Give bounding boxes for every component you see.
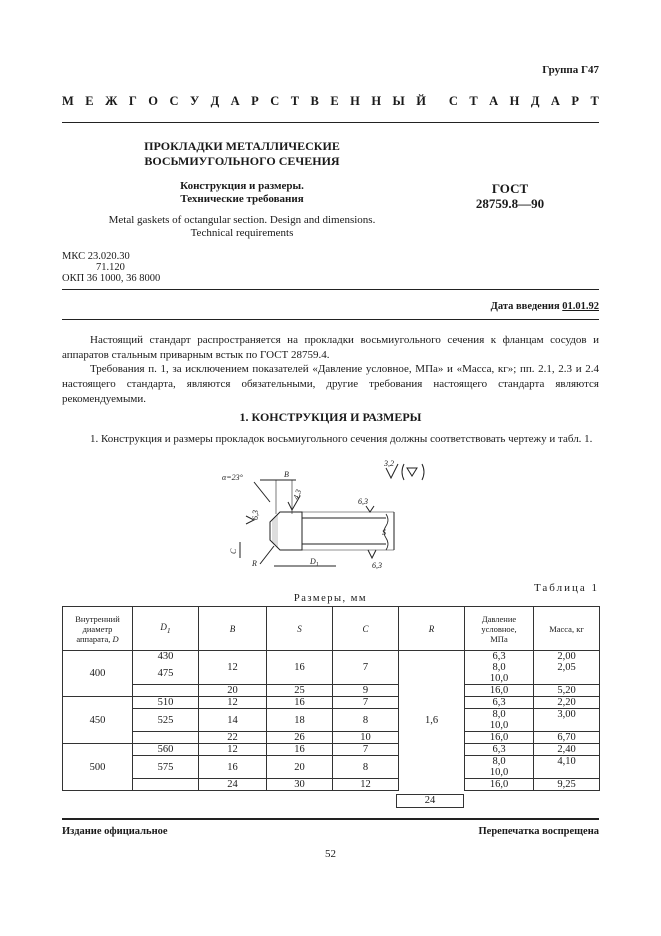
- group-label: Группа Г47: [542, 64, 599, 76]
- banner-letter: А: [230, 94, 240, 108]
- banner-letter: Н: [371, 94, 382, 108]
- cell-pressure: 8,0: [465, 756, 534, 768]
- mks-code: МКС 23.020.30: [62, 251, 130, 262]
- banner-letter: Й: [416, 94, 426, 108]
- banner-letter: Ы: [392, 94, 405, 108]
- cell-s: 20: [267, 756, 333, 779]
- cell-s: 25: [267, 685, 333, 697]
- section-heading: 1. КОНСТРУКЦИЯ И РАЗМЕРЫ: [239, 410, 422, 424]
- banner-letter: Р: [571, 94, 580, 108]
- cell-d1: 560: [133, 744, 199, 756]
- c-label: C: [229, 548, 238, 554]
- intro-date-value: 01.01.92: [562, 301, 599, 312]
- gost-designation: [440, 181, 580, 211]
- header-symbol: D: [160, 621, 167, 632]
- cell-d1: 525: [133, 709, 199, 732]
- banner-letter: Ж: [105, 94, 118, 108]
- banner-letter: Е: [330, 94, 339, 108]
- r-leader: [260, 546, 274, 564]
- r-label: R: [252, 559, 257, 568]
- cell-diameter: 500: [63, 744, 133, 791]
- gasket-section: [270, 512, 394, 550]
- cell-pressure: 16,0: [465, 732, 534, 744]
- header-symbol: D: [112, 633, 119, 644]
- classification-codes: [62, 251, 160, 284]
- subtitle-line: Технические требования: [180, 193, 304, 205]
- table-row: [63, 732, 600, 744]
- cell-pressure: 10,0: [465, 720, 534, 731]
- header-line: МПа: [490, 633, 508, 644]
- cell-c: 7: [333, 744, 399, 756]
- cell-s: 16: [267, 697, 333, 709]
- header-c: C: [333, 607, 399, 651]
- cell-mass: 2,05: [534, 662, 600, 685]
- roughness-value: 6,3: [251, 510, 260, 520]
- english-title-line: Metal gaskets of octangular section. Design and dimensions.: [108, 214, 376, 226]
- gasket-drawing: [218, 458, 438, 582]
- roughness-value: 3,2: [384, 459, 394, 468]
- dimensions-table: [62, 606, 600, 791]
- cell-b: 24: [199, 779, 267, 791]
- cell-c: 8: [333, 709, 399, 732]
- cell-c: 9: [333, 685, 399, 697]
- d1-label-sub: 1: [315, 562, 319, 568]
- cell-mass: 3,00: [534, 709, 600, 732]
- table-row: [63, 697, 600, 709]
- cell-b: 14: [199, 709, 267, 732]
- roughness-value: 6,3: [358, 497, 368, 506]
- table-row: [63, 744, 600, 756]
- cell-pressure: 16,0: [465, 685, 534, 697]
- footer-rule: [62, 818, 599, 820]
- table-row: [63, 756, 600, 768]
- cell-pressure: 6,3: [465, 744, 534, 756]
- banner-letter: А: [489, 94, 499, 108]
- header-pressure: [465, 607, 534, 651]
- cell-mass: 2,20: [534, 697, 600, 709]
- table-header-row: [63, 607, 600, 651]
- cell-s: 18: [267, 709, 333, 732]
- cell-c: 10: [333, 732, 399, 744]
- title-line: ПРОКЛАДКИ МЕТАЛЛИЧЕСКИЕ: [144, 139, 340, 153]
- banner-letter: Т: [590, 94, 599, 108]
- cell-s: 16: [267, 744, 333, 756]
- paragraph-design: 1. Конструкция и размеры прокладок восьмиугольного сечения должны соответствовать чертежу и табл. 1.: [90, 433, 593, 445]
- cell-diameter: 450: [63, 697, 133, 744]
- standard-banner: [62, 94, 599, 109]
- roughness-value: 4,3: [291, 488, 304, 501]
- document-title: [62, 139, 422, 169]
- header-d1: [133, 607, 199, 651]
- cell-mass: 2,40: [534, 744, 600, 756]
- cell-c: 8: [333, 756, 399, 779]
- roughness-value: 6,3: [372, 561, 382, 570]
- cell-d1-empty: [133, 779, 199, 791]
- header-line: [63, 634, 132, 644]
- roughness-small-icon: [407, 468, 417, 476]
- cell-mass: 2,00: [534, 651, 600, 663]
- cell-b: 20: [199, 685, 267, 697]
- paren-icon: [402, 464, 424, 480]
- table-subtitle: Размеры, мм: [293, 593, 368, 604]
- banner-letter: С: [448, 94, 458, 108]
- subtitle-line: Конструкция и размеры.: [180, 180, 304, 192]
- cell-d1-empty: [133, 732, 199, 744]
- banner-letter: С: [169, 94, 179, 108]
- banner-letter: В: [310, 94, 319, 108]
- cell-b: 12: [199, 651, 267, 685]
- cell-pressure: 8,0: [465, 709, 534, 721]
- roughness-mark-icon: [366, 506, 374, 512]
- table-row: [63, 685, 600, 697]
- introduction-date: [491, 301, 599, 312]
- table-row: [63, 709, 600, 721]
- cell-b: 12: [199, 744, 267, 756]
- table-caption: Таблица 1: [533, 582, 599, 594]
- cell-b: 22: [199, 732, 267, 744]
- english-title-line: Technical requirements: [190, 227, 294, 239]
- date-rule: [62, 319, 599, 320]
- d1-label-main: D: [310, 557, 316, 566]
- cell-d1: 575: [133, 756, 199, 779]
- paragraph-scope: Настоящий стандарт распространяется на прокладки восьмиугольного сечения к фланцам сосудов и аппаратов стальным приварным встык по ГОСТ 28759.4.: [62, 334, 599, 361]
- header-line: Давление: [481, 613, 517, 624]
- cell-d1-empty: [133, 685, 199, 697]
- codes-rule: [62, 289, 599, 290]
- cell-b: 12: [199, 697, 267, 709]
- cell-d1: 475: [133, 662, 199, 685]
- header-mass: Масса, кг: [534, 607, 600, 651]
- cell-mass: 9,25: [534, 779, 600, 791]
- header-diameter: [63, 607, 133, 651]
- table-row: [63, 779, 600, 791]
- page-number: 52: [325, 848, 336, 860]
- banner-letter: А: [550, 94, 560, 108]
- cell-d1: 510: [133, 697, 199, 709]
- banner-letter: Н: [350, 94, 360, 108]
- banner-letter: Р: [251, 94, 259, 108]
- mks-code: 71.120: [96, 262, 125, 273]
- banner-letter: Т: [290, 94, 300, 108]
- table-row: [63, 651, 600, 663]
- cell-mass: 6,70: [534, 732, 600, 744]
- header-b: B: [199, 607, 267, 651]
- cell-c: 12: [333, 779, 399, 791]
- footer-reprint: Перепечатка воспрещена: [478, 826, 599, 837]
- header-text: аппарата,: [76, 633, 111, 644]
- cell-s: 26: [267, 732, 333, 744]
- header-line: Внутренний: [75, 613, 120, 624]
- cell-r: 24: [396, 794, 464, 808]
- okp-code: ОКП 36 1000, 36 8000: [62, 273, 161, 284]
- banner-letter: Д: [530, 94, 540, 108]
- cell-r-merged: 1,6: [399, 651, 465, 791]
- english-title: [62, 214, 422, 240]
- footer-official: Издание официальное: [62, 826, 168, 837]
- cell-s: 16: [267, 651, 333, 685]
- title-line: ВОСЬМИУГОЛЬНОГО СЕЧЕНИЯ: [144, 154, 340, 168]
- header-r: R: [399, 607, 465, 651]
- banner-letter: У: [189, 94, 200, 108]
- cell-pressure: 6,3: [465, 651, 534, 663]
- angle-label: α=23°: [222, 473, 243, 482]
- cell-c: 7: [333, 651, 399, 685]
- header-line: диаметр: [82, 623, 113, 634]
- banner-letter: Е: [85, 94, 94, 108]
- banner-letter: Т: [469, 94, 478, 108]
- intro-date-label: Дата введения: [490, 301, 560, 312]
- document-subtitle: [62, 180, 422, 206]
- cell-diameter: 400: [63, 651, 133, 697]
- cell-c: 7: [333, 697, 399, 709]
- banner-letter: О: [148, 94, 159, 108]
- gost-number: 28759.8—90: [475, 196, 545, 211]
- paragraph-requirements: Требования п. 1, за исключением показателей «Давление условное, МПа» и «Масса, кг»; пп. 2.1, 2.3 и 2.4 настоящего стандарта, являются обязательными, другие требования настоящего стандарта являются рекомендуемыми.: [62, 363, 599, 405]
- banner-letter: М: [62, 94, 74, 108]
- banner-letter: Г: [128, 94, 137, 108]
- cell-pressure: 8,0: [465, 662, 534, 673]
- cell-mass: 4,10: [534, 756, 600, 779]
- header-subscript: 1: [166, 625, 171, 635]
- header-rule: [62, 122, 599, 123]
- cell-b: 16: [199, 756, 267, 779]
- header-line: условное,: [481, 623, 517, 634]
- cell-pressure: 16,0: [465, 779, 534, 791]
- header-s: S: [267, 607, 333, 651]
- banner-letter: Д: [210, 94, 220, 108]
- angle-leader: [254, 482, 270, 502]
- s-label: S: [382, 528, 386, 537]
- cell-mass: 5,20: [534, 685, 600, 697]
- b-label: B: [284, 470, 289, 479]
- cell-s: 30: [267, 779, 333, 791]
- gost-label: ГОСТ: [491, 181, 529, 196]
- banner-letter: С: [270, 94, 280, 108]
- roughness-mark-icon: [368, 550, 376, 558]
- cell-d1: 430: [133, 651, 199, 663]
- cell-pressure: 10,0: [465, 673, 534, 684]
- banner-letter: Н: [509, 94, 520, 108]
- cell-pressure: 10,0: [465, 767, 534, 778]
- cell-pressure: 6,3: [465, 697, 534, 709]
